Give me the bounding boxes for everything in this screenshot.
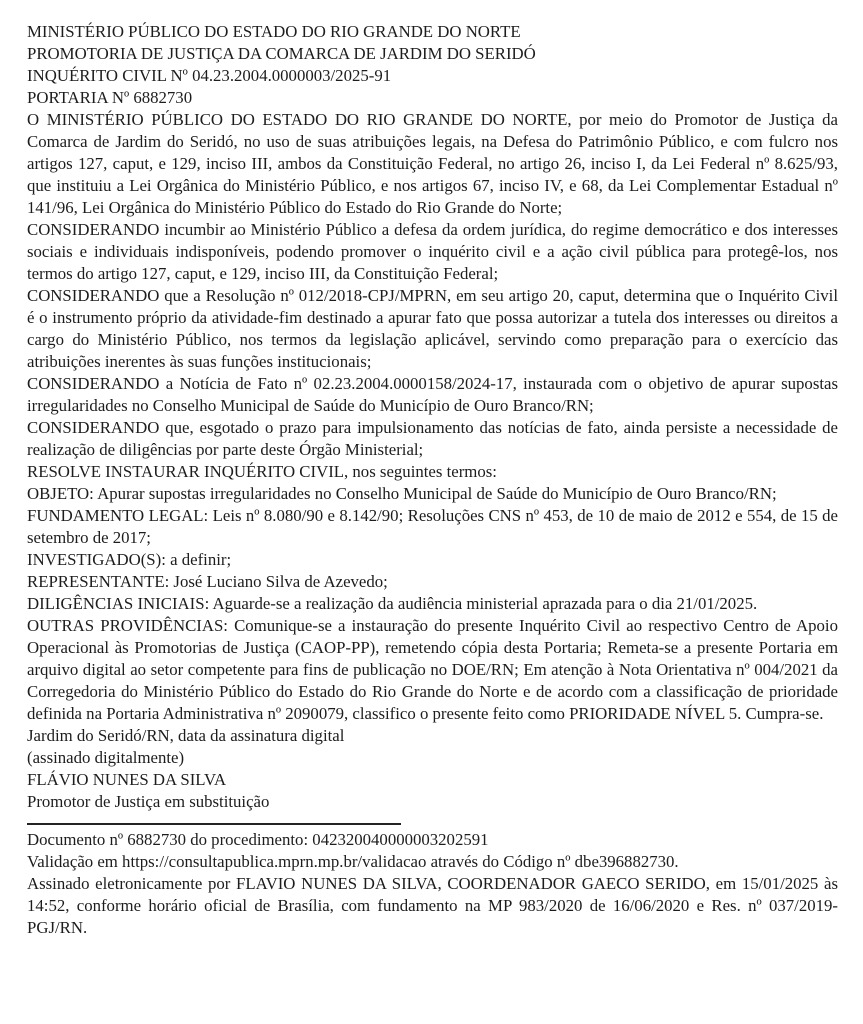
signer-name: FLÁVIO NUNES DA SILVA xyxy=(27,770,227,789)
representante-paragraph: REPRESENTANTE: José Luciano Silva de Azevedo; xyxy=(27,572,388,591)
signature-divider-line xyxy=(27,823,401,825)
objeto-paragraph: OBJETO: Apurar supostas irregularidades no Conselho Municipal de Saúde do Município de Ouro Branco/RN; xyxy=(27,484,777,503)
resolve-paragraph: RESOLVE INSTAURAR INQUÉRITO CIVIL, nos seguintes termos: xyxy=(27,462,497,481)
considerando-prazo-paragraph: CONSIDERANDO que, esgotado o prazo para impulsionamento das notícias de fato, ainda persiste a necessidade de realização de diligências por parte deste Órgão Ministerial; xyxy=(27,418,838,459)
signature-place-line: Jardim do Seridó/RN, data da assinatura digital xyxy=(27,726,345,745)
footer-validation-line: Validação em https://consultapublica.mprn.mp.br/validacao através do Código nº dbe396882730. xyxy=(27,852,679,871)
diligencias-iniciais-paragraph: DILIGÊNCIAS INICIAIS: Aguarde-se a realização da audiência ministerial aprazada para o dia 21/01/2025. xyxy=(27,594,758,613)
inquerito-case-number: INQUÉRITO CIVIL Nº 04.23.2004.0000003/2025-91 xyxy=(27,66,392,85)
outras-providencias-paragraph: OUTRAS PROVIDÊNCIAS: Comunique-se a instauração do presente Inquérito Civil ao respectivo Centro de Apoio Operacional às Promotorias de Justiça (CAOP-PP), remetendo cópia desta Portaria; Remeta-se a presente Portaria em arquivo digital ao setor competente para fins de publicação no DOE/RN; Em atenção à Nota Orientativa nº 004/2021 da Corregedoria do Ministério Público do Estado do Rio Grande do Norte e de acordo com a classificação de prioridade definida na Portaria Administrativa nº 2090079, classifico o presente feito como PRIORIDADE NÍVEL 5. Cumpra-se. xyxy=(27,616,838,723)
portaria-document-page xyxy=(27,21,838,939)
footer-esignature-line: Assinado eletronicamente por FLAVIO NUNES DA SILVA, COORDENADOR GAECO SERIDO, em 15/01/2025 às 14:52, conforme horário oficial de Brasília, com fundamento na MP 983/2020 de 16/06/2020 e Res. nº 037/2019-PGJ/RN. xyxy=(27,874,838,937)
footer-document-number-line: Documento nº 6882730 do procedimento: 042320040000003202591 xyxy=(27,830,489,849)
document-body xyxy=(27,109,838,725)
considerando-noticia-de-fato-paragraph: CONSIDERANDO a Notícia de Fato nº 02.23.2004.0000158/2024-17, instaurada com o objetivo de apurar supostas irregularidades no Conselho Municipal de Saúde do Município de Ouro Branco/RN; xyxy=(27,374,838,415)
considerando-resolucao-paragraph: CONSIDERANDO que a Resolução nº 012/2018-CPJ/MPRN, em seu artigo 20, caput, determina que o Inquérito Civil é o instrumento próprio da atividade-fim destinado a apurar fato que possa autorizar a tutela dos interesses ou direitos a cargo do Ministério Público, nos termos da legislação aplicável, servindo como preparação para o exercício das atribuições inerentes às suas funções institucionais; xyxy=(27,286,838,371)
fundamento-legal-paragraph: FUNDAMENTO LEGAL: Leis nº 8.080/90 e 8.142/90; Resoluções CNS nº 453, de 10 de maio de 2012 e 554, de 15 de setembro de 2017; xyxy=(27,506,838,547)
document-footer xyxy=(27,829,838,939)
preamble-paragraph: O MINISTÉRIO PÚBLICO DO ESTADO DO RIO GRANDE DO NORTE, por meio do Promotor de Justiça da Comarca de Jardim do Seridó, no uso de suas atribuições legais, na Defesa do Patrimônio Público, e com fulcro nos artigos 127, caput, e 129, inciso III, ambos da Constituição Federal, no artigo 26, inciso I, da Lei Federal nº 8.625/93, que instituiu a Lei Orgânica do Ministério Público, e nos artigos 67, inciso IV, e 68, da Lei Complementar Estadual nº 141/96, Lei Orgânica do Ministério Público do Estado do Rio Grande do Norte; xyxy=(27,110,838,217)
document-header xyxy=(27,21,838,109)
signer-role: Promotor de Justiça em substituição xyxy=(27,792,270,811)
org-unit-line: PROMOTORIA DE JUSTIÇA DA COMARCA DE JARDIM DO SERIDÓ xyxy=(27,44,536,63)
portaria-number: PORTARIA Nº 6882730 xyxy=(27,88,193,107)
considerando-ordem-juridica-paragraph: CONSIDERANDO incumbir ao Ministério Público a defesa da ordem jurídica, do regime democrático e dos interesses sociais e individuais indisponíveis, podendo promover o inquérito civil e a ação civil pública para protegê-los, nos termos do artigo 127, caput, e 129, inciso III, da Constituição Federal; xyxy=(27,220,838,283)
signature-block xyxy=(27,725,838,813)
org-name-line: MINISTÉRIO PÚBLICO DO ESTADO DO RIO GRANDE DO NORTE xyxy=(27,22,521,41)
investigados-paragraph: INVESTIGADO(S): a definir; xyxy=(27,550,232,569)
digitally-signed-note: (assinado digitalmente) xyxy=(27,748,185,767)
